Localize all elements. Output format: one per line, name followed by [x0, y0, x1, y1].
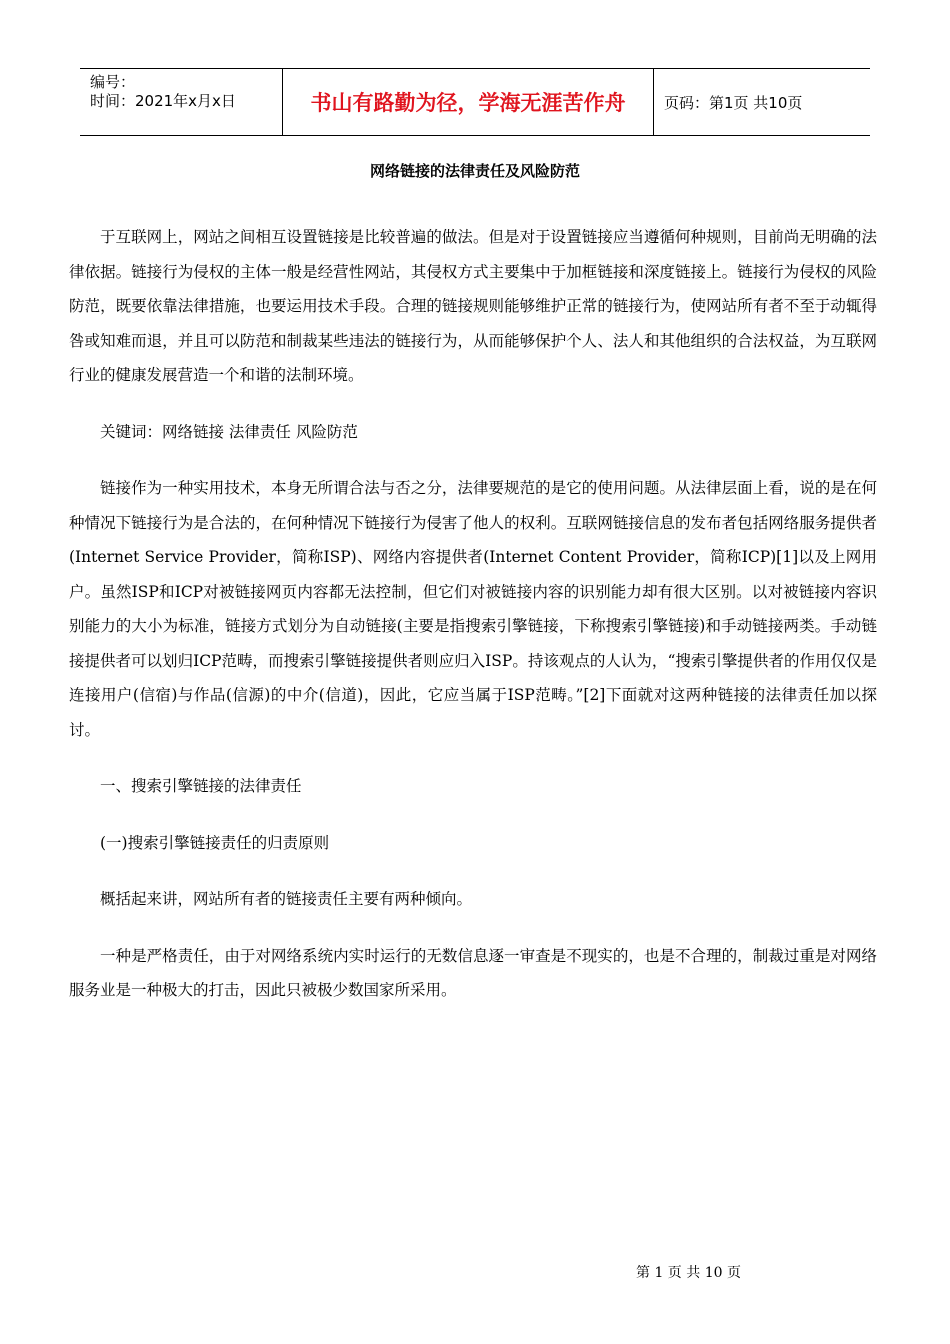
subsection-heading: (一)搜索引擎链接责任的归责原则: [100, 833, 330, 852]
document-number-label: 编号：: [90, 73, 136, 91]
paragraph-abstract: 于互联网上，网站之间相互设置链接是比较普遍的做法。但是对于设置链接应当遵循何种规则，目前尚无明确的法律依据。链接行为侵权的主体一般是经营性网站，其侵权方式主要集中于加框链接和深度链接上。链接行为侵权的风险防范，既要依靠法律措施，也要运用技术手段。合理的链接规则能够维护正常的链接行为，使网站所有者不至于动辄得咎或知难而退，并且可以防范和制裁某些违法的链接行为，从而能够保护个人、法人和其他组织的合法权益，为互联网行业的健康发展营造一个和谐的法制环境。: [69, 228, 877, 384]
paragraph-summary: 概括起来讲，网站所有者的链接责任主要有两种倾向。: [100, 890, 473, 908]
document-title: 网络链接的法律责任及风险防范: [369, 162, 580, 180]
paragraph-intro: 链接作为一种实用技术，本身无所谓合法与否之分，法律要规范的是它的使用问题。从法律层面上看，说的是在何种情况下链接行为是合法的，在何种情况下链接行为侵害了他人的权利。互联网链接信息的发布者包括网络服务提供者(Internet Service Provider，简称ISP)、网络内容提供者(Internet Content Provider，简称ICP)[1]以及上网用户。虽然ISP和ICP对被链接网页内容都无法控制，但它们对被链接内容的识别能力却有很大区别。以对被链接内容识别能力的大小为标准，链接方式划分为自动链接(主要是指搜索引擎链接，下称搜索引擎链接)和手动链接两类。手动链接提供者可以划归ICP范畴，而搜索引擎链接提供者则应归入ISP。持该观点的人认为，“搜索引擎提供者的作用仅仅是连接用户(信宿)与作品(信源)的中介(信道)，因此，它应当属于ISP范畴。”[2]下面就对这两种链接的法律责任加以探讨。: [69, 479, 877, 739]
section-heading: 一、搜索引擎链接的法律责任: [100, 777, 302, 795]
paragraph-keywords: 关键词：网络链接 法律责任 风险防范: [100, 422, 358, 441]
document-body: [69, 220, 877, 1030]
header-meta: [80, 69, 282, 135]
paragraph-strict-liability: 一种是严格责任，由于对网络系统内实时运行的无数信息逐一审查是不现实的，也是不合理的，制裁过重是对网络服务业是一种极大的打击，因此只被极少数国家所采用。: [69, 946, 877, 999]
document-date-label: 时间：2021年x月x日: [90, 92, 236, 110]
page-header: [80, 68, 870, 136]
header-page-label: 页码：第1页 共10页: [664, 93, 803, 112]
page-footer-number: 第 1 页 共 10 页: [636, 1265, 741, 1281]
header-motto: 书山有路勤为径，学海无涯苦作舟: [282, 69, 654, 135]
